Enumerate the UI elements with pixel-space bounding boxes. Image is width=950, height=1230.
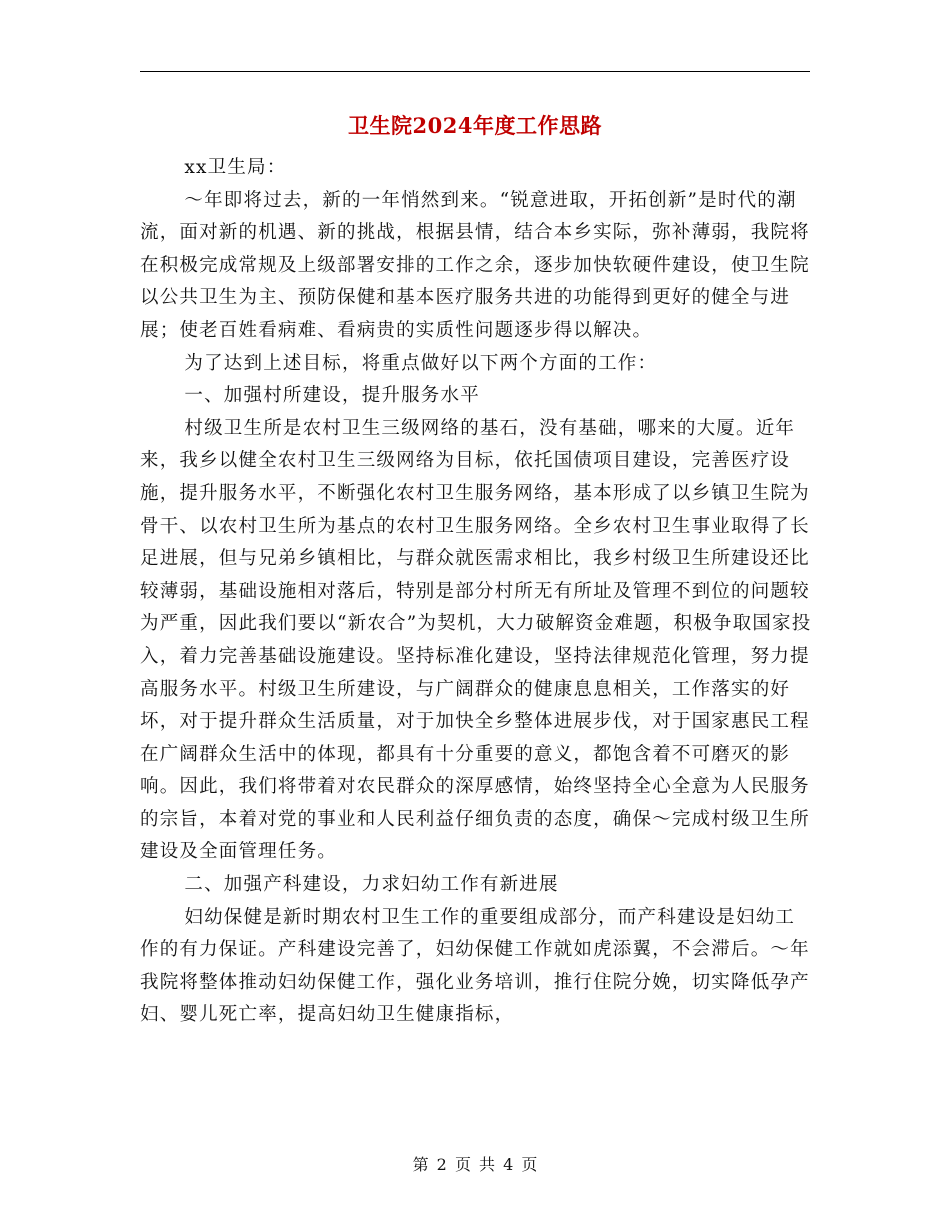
document-title: 卫生院2024年度工作思路 (348, 113, 602, 138)
paragraph-section-1: 村级卫生所是农村卫生三级网络的基石，没有基础，哪来的大厦。近年来，我乡以健全农村卫生三级网络为目标，依托国债项目建设，完善医疗设施，提升服务水平，不断强化农村卫生服务网络，基本形成了以乡镇卫生院为骨干、以农村卫生所为基点的农村卫生服务网络。全乡农村卫生事业取得了长足进展，但与兄弟乡镇相比，与群众就医需求相比，我乡村级卫生所建设还比较薄弱，基础设施相对落后，特别是部分村所无有所址及管理不到位的问题较为严重，因此我们要以“新农合”为契机，大力破解资金难题，积极争取国家投入，着力完善基础设施建设。坚持标准化建设，坚持法律规范化管理，努力提高服务水平。村级卫生所建设，与广阔群众的健康息息相关，工作落实的好坏，对于提升群众生活质量，对于加快全乡整体进展步伐，对于国家惠民工程在广阔群众生活中的体现，都具有十分重要的意义，都饱含着不可磨灭的影响。因此，我们将带着对农民群众的深厚感情，始终坚持全心全意为人民服务的宗旨，本着对党的事业和人民利益仔细负责的态度，确保～完成村级卫生所建设及全面管理任务。 (140, 417, 812, 863)
salutation: xx卫生局： (184, 157, 287, 178)
header-rule (140, 71, 810, 72)
paragraph-intro: ～年即将过去，新的一年悄然到来。“锐意进取，开拓创新”是时代的潮流，面对新的机遇、新的挑战，根据县情，结合本乡实际，弥补薄弱，我院将在积极完成常规及上级部署安排的工作之余，逐步加快软硬件建设，使卫生院以公共卫生为主、预防保健和基本医疗服务共进的功能得到更好的健全与进展；使老百姓看病难、看病贵的实质性问题逐步得以解决。 (140, 189, 810, 341)
paragraph-goal: 为了达到上述目标，将重点做好以下两个方面的工作： (184, 352, 658, 374)
page-footer: 第 2 页 共 4 页 (412, 1155, 538, 1174)
paragraph-section-2: 妇幼保健是新时期农村卫生工作的重要组成部分，而产科建设是妇幼工作的有力保证。产科建设完善了，妇幼保健工作就如虎添翼，不会滞后。～年我院将整体推动妇幼保健工作，强化业务培训，推行住院分娩，切实降低孕产妇、婴儿死亡率，提高妇幼卫生健康指标， (140, 906, 810, 1026)
section-heading-2: 二、加强产科建设，力求妇幼工作有新进展 (184, 874, 559, 896)
document-body (140, 152, 812, 1032)
section-heading-1: 一、加强村所建设，提升服务水平 (184, 385, 480, 407)
